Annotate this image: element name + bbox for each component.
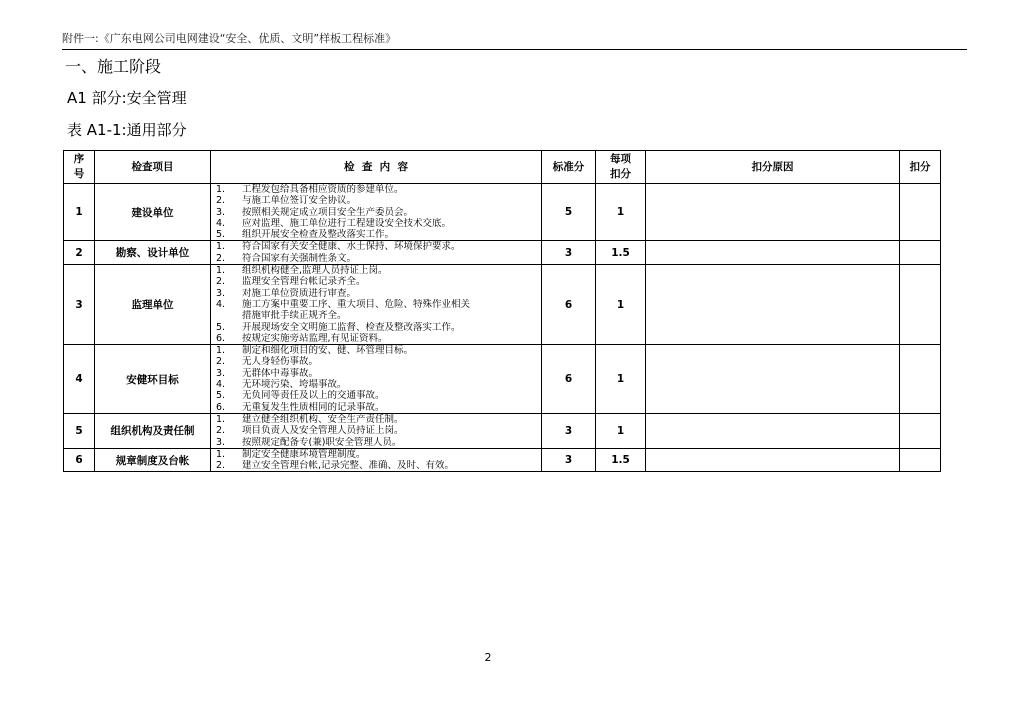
content-line bbox=[213, 276, 539, 287]
table-header-row bbox=[64, 151, 941, 184]
content-line-text: 组织开展安全检查及整改落实工作。 bbox=[242, 229, 395, 241]
row-per-deduction: 1 bbox=[596, 413, 646, 448]
content-line-text: 项目负责人及安全管理人员持证上岗。 bbox=[242, 425, 404, 437]
row-check-content bbox=[211, 345, 542, 414]
content-line-number: 5. bbox=[216, 321, 226, 333]
content-line bbox=[213, 265, 539, 276]
row-deduction bbox=[900, 448, 941, 472]
row-standard-score: 3 bbox=[542, 241, 596, 265]
content-line-text: 制定和细化项目的安、健、环管理目标。 bbox=[242, 345, 414, 357]
content-line-text: 按照相关规定成立项目安全生产委员会。 bbox=[242, 206, 414, 218]
table-row bbox=[64, 184, 941, 241]
content-line-text: 建立健全组织机构、安全生产责任制。 bbox=[242, 413, 404, 425]
content-line-number: 2. bbox=[216, 195, 226, 207]
document-header: 附件一:《广东电网公司电网建设“安全、优质、文明”样板工程标准》 bbox=[62, 30, 967, 50]
row-number: 5 bbox=[64, 413, 95, 448]
row-number: 3 bbox=[64, 265, 95, 345]
table-row bbox=[64, 448, 941, 472]
content-line bbox=[213, 288, 539, 299]
row-deduction-reason bbox=[646, 241, 900, 265]
content-line-number: 2. bbox=[216, 276, 226, 288]
row-number: 2 bbox=[64, 241, 95, 265]
content-line bbox=[213, 460, 539, 471]
content-line bbox=[213, 356, 539, 367]
table-row bbox=[64, 345, 941, 414]
content-line bbox=[213, 379, 539, 390]
row-check-item: 勘察、设计单位 bbox=[95, 241, 211, 265]
row-number: 1 bbox=[64, 184, 95, 241]
content-line bbox=[213, 241, 539, 252]
content-line-text: 无负同等责任及以上的交通事故。 bbox=[242, 390, 385, 402]
content-line-text: 按规定实施旁站监理,有见证资料。 bbox=[242, 332, 388, 344]
row-number: 4 bbox=[64, 345, 95, 414]
content-line-text: 开展现场安全文明施工监督、检查及整改落实工作。 bbox=[242, 321, 461, 333]
content-line bbox=[213, 425, 539, 436]
content-line-number: 2. bbox=[216, 252, 226, 264]
row-deduction bbox=[900, 184, 941, 241]
row-standard-score: 6 bbox=[542, 265, 596, 345]
content-line-number: 1. bbox=[216, 184, 226, 195]
row-check-item: 监理单位 bbox=[95, 265, 211, 345]
table-row bbox=[64, 241, 941, 265]
section-title: 一、施工阶段 bbox=[65, 57, 162, 76]
row-check-item: 组织机构及责任制 bbox=[95, 413, 211, 448]
content-line bbox=[213, 414, 539, 425]
content-line bbox=[213, 333, 539, 344]
col-reason-header: 扣分原因 bbox=[646, 151, 900, 184]
row-standard-score: 6 bbox=[542, 345, 596, 414]
content-line-text: 按照规定配备专(兼)职安全管理人员。 bbox=[242, 436, 402, 448]
content-line-number: 1. bbox=[216, 265, 226, 277]
row-check-content bbox=[211, 241, 542, 265]
row-number: 6 bbox=[64, 448, 95, 472]
row-per-deduction: 1 bbox=[596, 265, 646, 345]
content-line-text: 符合国家有关强制性条文。 bbox=[242, 252, 357, 264]
content-line-text: 制定安全健康环境管理制度。 bbox=[242, 448, 366, 460]
col-deduct-header: 扣分 bbox=[900, 151, 941, 184]
row-standard-score: 3 bbox=[542, 413, 596, 448]
table-title: 表 A1-1:通用部分 bbox=[67, 121, 187, 139]
part-title: A1 部分:安全管理 bbox=[67, 89, 187, 107]
row-per-deduction: 1 bbox=[596, 345, 646, 414]
content-line-text: 无群体中毒事故。 bbox=[242, 367, 319, 379]
col-per-header bbox=[596, 151, 646, 184]
content-line bbox=[213, 402, 539, 413]
row-check-content bbox=[211, 448, 542, 472]
content-line-number: 1. bbox=[216, 241, 226, 253]
col-content-header: 检 查 内 容 bbox=[211, 151, 542, 184]
content-line-number: 3. bbox=[216, 436, 226, 448]
content-line bbox=[213, 207, 539, 218]
content-line bbox=[213, 437, 539, 448]
row-check-content bbox=[211, 413, 542, 448]
content-line-number: 6. bbox=[216, 401, 226, 413]
col-seq-line1: 序 bbox=[73, 153, 85, 165]
table-row bbox=[64, 265, 941, 345]
row-standard-score: 3 bbox=[542, 448, 596, 472]
content-line-text: 应对监理、施工单位进行工程建设安全技术交底。 bbox=[242, 217, 452, 229]
content-line-number: 3. bbox=[216, 287, 226, 299]
content-line-number bbox=[213, 310, 242, 321]
content-line-number: 1. bbox=[216, 413, 226, 425]
row-check-item: 安健环目标 bbox=[95, 345, 211, 414]
row-deduction-reason bbox=[646, 448, 900, 472]
content-line-text: 无环境污染、垮塌事故。 bbox=[242, 379, 347, 391]
content-line-number: 6. bbox=[216, 332, 226, 344]
table-body bbox=[64, 184, 941, 472]
content-line-number: 2. bbox=[216, 425, 226, 437]
content-line bbox=[213, 195, 539, 206]
row-check-content bbox=[211, 265, 542, 345]
row-per-deduction: 1.5 bbox=[596, 448, 646, 472]
content-line-text: 措施审批手续正规齐全。 bbox=[242, 310, 347, 322]
inspection-table bbox=[63, 150, 941, 472]
row-per-deduction: 1 bbox=[596, 184, 646, 241]
row-deduction-reason bbox=[646, 184, 900, 241]
content-line-text: 建立安全管理台帐,记录完整、准确、及时、有效。 bbox=[242, 460, 455, 472]
content-line bbox=[213, 368, 539, 379]
row-deduction bbox=[900, 241, 941, 265]
content-line-number: 4. bbox=[216, 298, 226, 310]
content-line-text: 对施工单位资质进行审查。 bbox=[242, 287, 357, 299]
content-line-number: 4. bbox=[216, 379, 226, 391]
col-seq-header bbox=[64, 151, 95, 184]
content-line bbox=[213, 310, 539, 321]
content-line-text: 符合国家有关安全健康、水土保持、环境保护要求。 bbox=[242, 241, 461, 253]
content-line-number: 1. bbox=[216, 345, 226, 357]
col-per-line2: 扣分 bbox=[610, 168, 631, 180]
content-line-text: 监理安全管理台帐记录齐全。 bbox=[242, 276, 366, 288]
content-line-number: 5. bbox=[216, 229, 226, 241]
table-row bbox=[64, 413, 941, 448]
content-line-number: 3. bbox=[216, 367, 226, 379]
col-seq-line2: 号 bbox=[73, 168, 85, 180]
content-line bbox=[213, 184, 539, 195]
content-line-number: 3. bbox=[216, 206, 226, 218]
col-std-header: 标准分 bbox=[542, 151, 596, 184]
content-line bbox=[213, 390, 539, 401]
content-line-number: 2. bbox=[216, 460, 226, 472]
page-number: 2 bbox=[484, 651, 492, 664]
content-line-text: 与施工单位签订安全协议。 bbox=[242, 195, 357, 207]
content-line-number: 5. bbox=[216, 390, 226, 402]
content-line-text: 无重复发生性质相同的记录事故。 bbox=[242, 401, 385, 413]
content-line bbox=[213, 449, 539, 460]
content-line-number: 2. bbox=[216, 356, 226, 368]
content-line bbox=[213, 229, 539, 240]
row-deduction bbox=[900, 413, 941, 448]
content-line bbox=[213, 345, 539, 356]
row-deduction bbox=[900, 265, 941, 345]
row-deduction bbox=[900, 345, 941, 414]
row-standard-score: 5 bbox=[542, 184, 596, 241]
col-item-header: 检查项目 bbox=[95, 151, 211, 184]
content-line-number: 1. bbox=[216, 448, 226, 460]
col-per-line1: 每项 bbox=[610, 153, 631, 165]
content-line bbox=[213, 253, 539, 264]
content-line-text: 无人身轻伤事故。 bbox=[242, 356, 319, 368]
content-line-number: 4. bbox=[216, 217, 226, 229]
content-line-text: 工程发包给具备相应资质的参建单位。 bbox=[242, 184, 404, 195]
row-deduction-reason bbox=[646, 413, 900, 448]
content-line bbox=[213, 218, 539, 229]
row-check-content bbox=[211, 184, 542, 241]
content-line-text: 组织机构健全,监理人员持证上岗。 bbox=[242, 265, 388, 277]
row-check-item: 建设单位 bbox=[95, 184, 211, 241]
row-deduction-reason bbox=[646, 345, 900, 414]
content-line bbox=[213, 322, 539, 333]
content-line-text: 施工方案中重要工序、重大项目、危险、特殊作业相关 bbox=[242, 298, 471, 310]
content-line bbox=[213, 299, 539, 310]
row-per-deduction: 1.5 bbox=[596, 241, 646, 265]
row-check-item: 规章制度及台帐 bbox=[95, 448, 211, 472]
row-deduction-reason bbox=[646, 265, 900, 345]
